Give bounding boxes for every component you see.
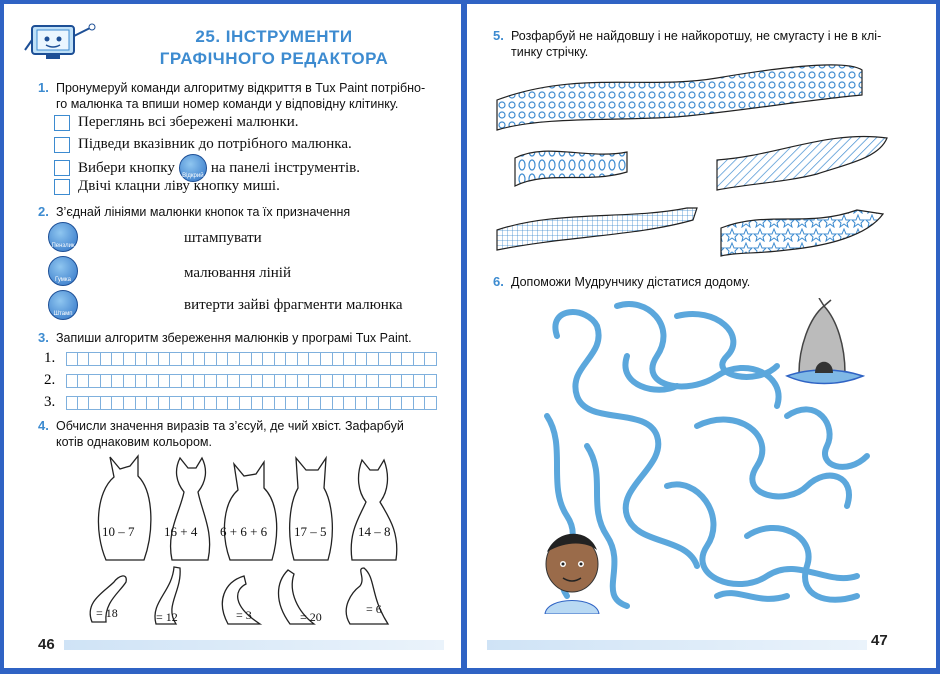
eraser-button-icon xyxy=(48,256,78,286)
tail-value: = 6 xyxy=(366,602,382,616)
answer-row xyxy=(44,394,437,411)
character-icon xyxy=(537,524,607,614)
task-4-number: 4. xyxy=(38,418,49,433)
task-5-number: 5. xyxy=(493,28,504,43)
ribbon-dots xyxy=(497,65,862,130)
cat-expression: 10 – 7 xyxy=(102,524,135,539)
answer-cells[interactable] xyxy=(66,374,437,388)
title-line-1: 25. ІНСТРУМЕНТИ xyxy=(195,27,353,46)
order-checkbox[interactable] xyxy=(54,179,70,195)
ribbons-illustration xyxy=(487,60,907,260)
answer-cells[interactable] xyxy=(66,396,437,410)
brush-button-icon xyxy=(48,222,78,252)
page-title xyxy=(124,26,424,70)
task-4-text-line2: котів однаковим кольором. xyxy=(56,435,212,449)
page-number: 47 xyxy=(871,632,888,649)
task-5 xyxy=(493,28,913,60)
task-1-text-line1: Пронумеруй команди алгоритму відкриття в Tux Paint потрібно- xyxy=(56,81,426,95)
answer-row-number: 1. xyxy=(44,350,56,366)
answer-row-number: 3. xyxy=(44,394,56,410)
order-checkbox[interactable] xyxy=(54,115,70,131)
page-number: 46 xyxy=(38,636,55,653)
tail-value: = 3 xyxy=(236,608,252,622)
ribbon-ovals xyxy=(515,151,627,186)
cat-expression: 6 + 6 + 6 xyxy=(220,524,268,539)
stamp-button-label: Штамп xyxy=(53,311,73,317)
cat-4-icon xyxy=(290,458,333,560)
cat-expression: 14 – 8 xyxy=(358,524,391,539)
task-2-text: З’єднай лініями малюнки кнопок та їх призначення xyxy=(56,205,351,219)
task-6-number: 6. xyxy=(493,274,504,289)
ribbon-grid xyxy=(497,208,697,250)
task-3 xyxy=(38,330,448,346)
task-1-item-text: Переглянь всі збережені малюнки. xyxy=(78,114,299,130)
brush-button-label: Пензлик xyxy=(51,243,75,249)
cats-illustration xyxy=(84,452,414,562)
task-1-item-suffix: на панелі інструментів. xyxy=(210,159,360,176)
task-3-text: Запиши алгоритм збереження малюнків у програмі Tux Paint. xyxy=(56,331,412,345)
task-3-number: 3. xyxy=(38,330,49,345)
task-1-item xyxy=(54,136,352,153)
task-1-item xyxy=(54,178,280,195)
order-checkbox[interactable] xyxy=(54,160,70,176)
task-4-text-line1: Обчисли значення виразів та з’єсуй, де чий хвіст. Зафарбуй xyxy=(56,419,404,433)
tail-value: = 12 xyxy=(156,610,178,624)
task-5-text-line2: тинку стрічку. xyxy=(511,45,589,59)
task-4 xyxy=(38,418,448,450)
task-1-text-line2: го малюнка та впиши номер команди у відповідну клітинку. xyxy=(56,97,399,111)
ribbon-stripes xyxy=(717,136,887,190)
task-1-item xyxy=(54,114,299,131)
task-1-item-text: Вибери кнопку xyxy=(78,159,175,176)
task-1 xyxy=(38,80,448,112)
task-1-item-text: Двічі клацни ліву кнопку миші. xyxy=(78,178,280,194)
cat-1-icon xyxy=(98,456,150,560)
answer-row xyxy=(44,372,437,389)
purpose-label: малювання ліній xyxy=(184,265,291,281)
ribbon-stars xyxy=(721,210,883,256)
cat-2-icon xyxy=(171,458,210,560)
cat-5-icon xyxy=(351,460,397,560)
task-6 xyxy=(493,274,913,290)
task-2-number: 2. xyxy=(38,204,49,219)
purpose-label: витерти зайві фрагменти малюнка xyxy=(184,297,403,313)
footer-bar xyxy=(487,640,867,650)
tail-value: = 20 xyxy=(300,610,322,624)
task-6-text: Допоможи Мудрунчику дістатися додому. xyxy=(511,275,751,289)
task-5-text-line1: Розфарбуй не найдовшу і не найкоротшу, не смугасту і не в клі- xyxy=(511,29,882,43)
eraser-button-label: Гумка xyxy=(55,277,71,283)
cat-3-icon xyxy=(224,462,276,560)
footer-bar xyxy=(64,640,444,650)
open-button-label: Відкрий xyxy=(182,173,204,179)
purpose-label: штампувати xyxy=(184,230,262,246)
task-1-number: 1. xyxy=(38,80,49,95)
task-2 xyxy=(38,204,448,220)
computer-mascot-icon xyxy=(22,20,102,66)
cat-expression: 17 – 5 xyxy=(294,524,327,539)
house-icon xyxy=(779,298,869,388)
task-1-item-text: Підведи вказівник до потрібного малюнка. xyxy=(78,136,352,152)
order-checkbox[interactable] xyxy=(54,137,70,153)
left-page xyxy=(4,4,461,668)
title-line-2: ГРАФІЧНОГО РЕДАКТОРА xyxy=(159,49,389,68)
answer-cells[interactable] xyxy=(66,352,437,366)
answer-row-number: 2. xyxy=(44,372,56,388)
right-page xyxy=(467,4,936,668)
stamp-button-icon xyxy=(48,290,78,320)
answer-row xyxy=(44,350,437,367)
cat-expression: 16 + 4 xyxy=(164,524,198,539)
tail-value: = 18 xyxy=(96,606,118,620)
